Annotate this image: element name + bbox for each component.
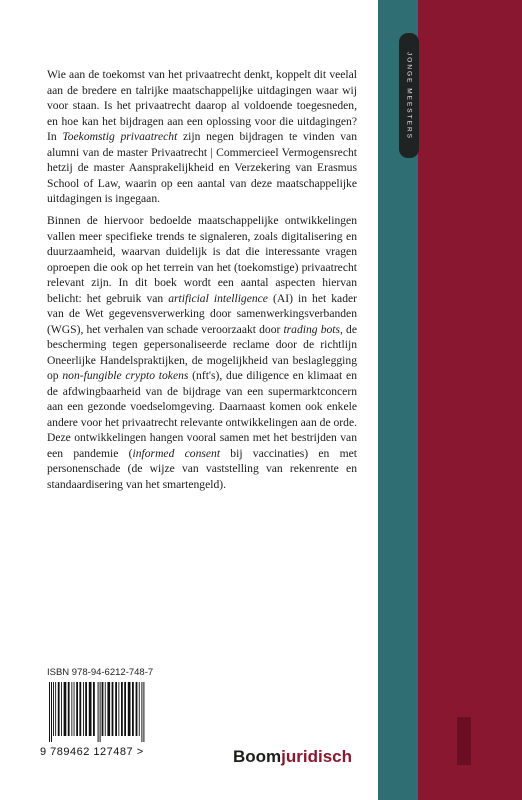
text-run: (AI) in het kader van de Wet gegevensverwerking door samenwerkingsverbanden (WGS), het verhalen van schade veroorzaakt door [47, 291, 357, 336]
text-run: Wie aan de toekomst van het privaatrecht denkt, koppelt dit veelal aan de bredere en talrijke maatschappelijke uitdagingen waar wij voor staan. Is het privaatrecht daarop al voldoende toegesneden, en hoe kan het bijdragen aan een oplossing voor die uitdagingen? In [47, 68, 357, 143]
barcode-bar [68, 682, 70, 736]
barcode-bar [141, 682, 142, 742]
barcode-bar [132, 682, 134, 736]
barcode-bar [128, 682, 131, 736]
barcode-bar [58, 682, 60, 736]
barcode-bar [115, 682, 117, 736]
italic-term: non-fungible crypto tokens [62, 369, 189, 382]
italic-term: Toekomstig privaatrecht [62, 130, 178, 143]
barcode-bar [102, 682, 104, 736]
blurb-paragraph-1 [47, 67, 357, 207]
isbn-text: ISBN 978-94-6212-748-7 [47, 667, 154, 678]
text-run: (nft's), due diligence en klimaat en de afdwingbaarheid van de bijdrage van een supermarktconcern aan een gezonde voedselomgeving. Daarnaast komen ook enkele andere voor het privaatrecht relevante ontwikkelingen aan de orde. Deze ontwikkelingen hangen vooral samen met het bestrijden van een pandemie ( [47, 369, 357, 460]
publisher-logo-part1: Boom [233, 747, 282, 766]
text-run: zijn negen bijdragen te vinden van alumni van de master Privaatrecht | Commercieel Vermogensrecht hetzij de master Aansprakelijkheid en Verzekering van Erasmus School of Law, waarin op een aantal van deze maatschappelijke uitdagingen is ingegaan. [47, 130, 357, 205]
barcode-bar [143, 682, 144, 742]
barcode-bar [112, 682, 114, 736]
barcode-bar [121, 682, 123, 736]
barcode-bar [53, 682, 54, 736]
barcode-bar [61, 682, 62, 736]
barcode-bar [85, 682, 87, 736]
series-label-text: JONGE MEESTERS [405, 51, 413, 140]
publisher-logo-part2: juridisch [281, 747, 353, 766]
barcode-bar [105, 682, 106, 736]
barcode-bar [89, 682, 92, 736]
barcode [47, 682, 167, 742]
barcode-bar [64, 682, 67, 736]
barcode-bar [124, 682, 126, 736]
barcode-bar [49, 682, 50, 742]
italic-term: artificial intelligence [168, 291, 268, 305]
barcode-bar [51, 682, 52, 742]
barcode-bar [139, 682, 140, 736]
text-run: bij vaccinaties) en met personenschade (de wijze van vaststelling van rekenrente en standaardisering van het smartengeld). [47, 446, 357, 491]
barcode-bar [107, 682, 110, 736]
spine-mark [457, 717, 471, 765]
text-run: , de bescherming tegen gepersonaliseerde reclame door de richtlijn Oneerlijke Handelspraktijken, de mogelijkheid van beslaglegging op [47, 322, 357, 382]
barcode-bar [76, 682, 78, 736]
barcode-bar [79, 682, 81, 736]
barcode-bar [118, 682, 119, 736]
barcode-bar [93, 682, 95, 736]
burgundy-band [418, 0, 522, 800]
barcode-bar [71, 682, 72, 736]
series-label [399, 33, 419, 158]
barcode-bar [55, 682, 56, 736]
text-run: Binnen de hiervoor bedoelde maatschappelijke ontwikkelingen vallen meer specifieke trends te signaleren, zoals digitalisering en duurzaamheid, waarvan duidelijk is dat die interessante vragen oproepen die ook op het terrein van het (toekomstige) privaatrecht relevant zijn. In dit boek wordt een aantal aspecten hiervan belicht: het gebruik van [47, 214, 357, 305]
italic-term: trading bots [283, 322, 341, 336]
publisher-logo [233, 747, 352, 767]
blurb-paragraph-2 [47, 213, 357, 492]
barcode-bar [100, 682, 101, 742]
barcode-bar [136, 682, 138, 736]
barcode-bar [83, 682, 84, 736]
barcode-bar [98, 682, 99, 742]
barcode-bar [74, 682, 75, 736]
italic-term: informed consent [132, 446, 221, 460]
barcode-number: 9 789462 127487 > [40, 746, 144, 758]
